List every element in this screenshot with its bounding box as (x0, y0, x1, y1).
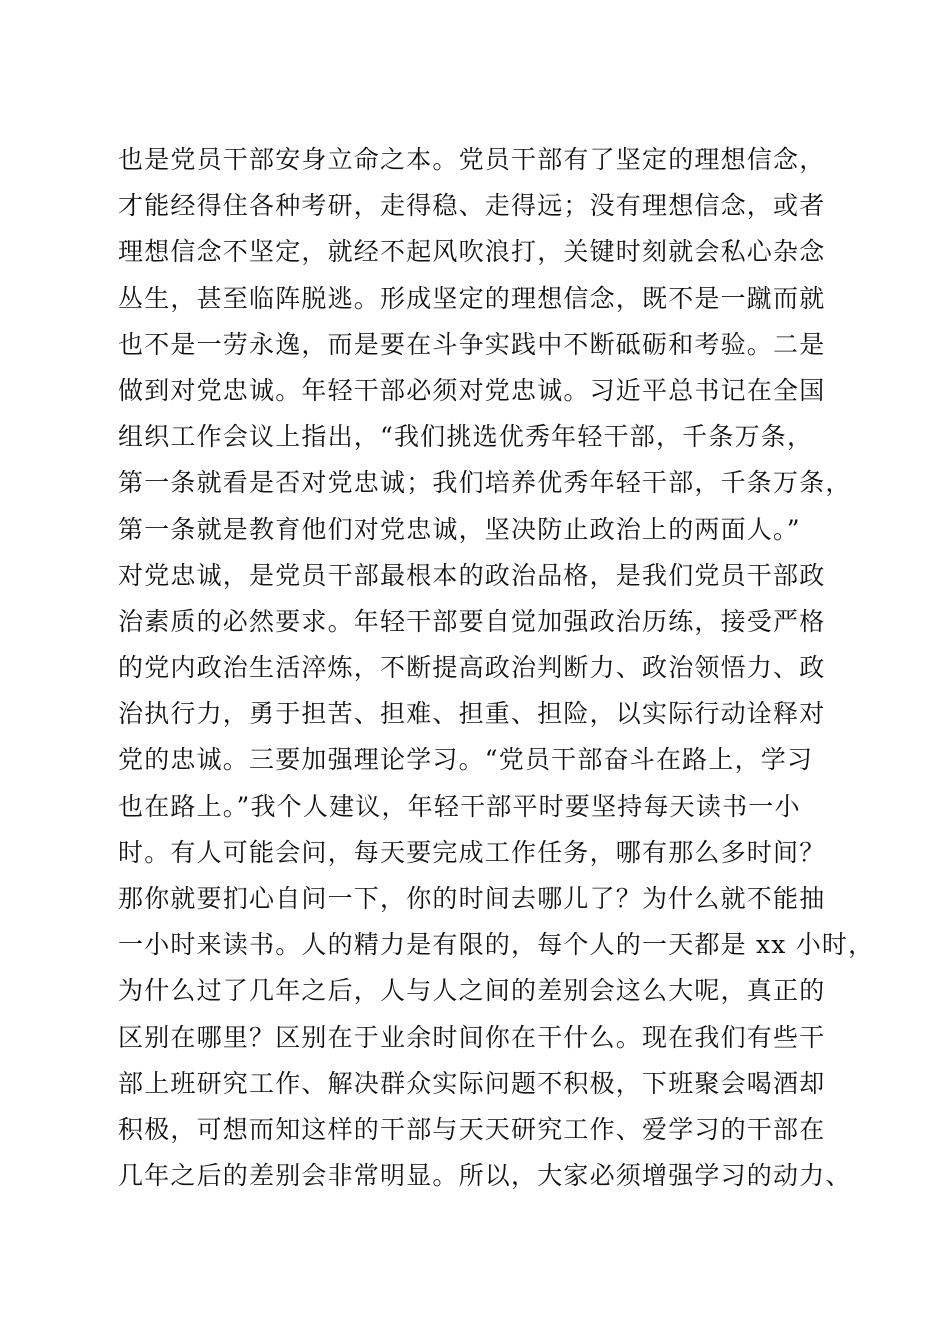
text-line: 第一条就看是否对党忠诚；我们培养优秀年轻干部，千条万条， (118, 468, 852, 498)
text-line: 那你就要扪心自问一下，你的时间去哪儿了？为什么就不能抽 (118, 884, 826, 913)
text-line: 几年之后的差别会非常明显。所以，大家必须增强学习的动力、 (118, 1161, 852, 1191)
text-line: 组织工作会议上指出，“我们挑选优秀年轻干部，千条万条， (118, 422, 814, 452)
text-line: 为什么过了几年之后，人与人之间的差别会这么大呢，真正的 (118, 976, 826, 1006)
text-line: 治素质的必然要求。年轻干部要自觉加强政治历练，接受严格 (118, 606, 826, 636)
text-line: 积极，可想而知这样的干部与天天研究工作、爱学习的干部在 (118, 1114, 826, 1144)
text-line: 党的忠诚。三要加强理论学习。“党员干部奋斗在路上，学习 (118, 745, 814, 775)
text-line: 治执行力，勇于担苦、担难、担重、担险，以实际行动诠释对 (118, 699, 826, 729)
text-line: 区别在哪里？区别在于业余时间你在干什么。现在我们有些干 (118, 1022, 826, 1052)
body-paragraph (118, 137, 875, 1199)
text-line: 一小时来读书。人的精力是有限的，每个人的一天都是 xx 小时， (118, 930, 875, 960)
text-line: 也不是一劳永逸，而是要在斗争实践中不断砥砺和考验。二是 (118, 329, 826, 359)
text-line: 对党忠诚，是党员干部最根本的政治品格，是我们党员干部政 (118, 560, 826, 590)
text-line: 第一条就是教育他们对党忠诚，坚决防止政治上的两面人。” (118, 514, 801, 544)
text-line: 的党内政治生活淬炼，不断提高政治判断力、政治领悟力、政 (118, 653, 826, 683)
text-line: 理想信念不坚定，就经不起风吹浪打，关键时刻就会私心杂念 (118, 237, 826, 267)
text-line: 也在路上。”我个人建议，年轻干部平时要坚持每天读书一小 (118, 791, 801, 821)
text-line: 也是党员干部安身立命之本。党员干部有了坚定的理想信念， (118, 145, 826, 174)
text-line: 才能经得住各种考研，走得稳、走得远；没有理想信念，或者 (118, 191, 826, 221)
text-line: 时。有人可能会问，每天要完成工作任务，哪有那么多时间？ (118, 837, 826, 867)
text-line: 做到对党忠诚。年轻干部必须对党忠诚。习近平总书记在全国 (118, 375, 826, 405)
text-line: 部上班研究工作、解决群众实际问题不积极，下班聚会喝酒却 (118, 1068, 826, 1098)
text-line: 丛生，甚至临阵脱逃。形成坚定的理想信念，既不是一蹴而就 (118, 283, 826, 313)
